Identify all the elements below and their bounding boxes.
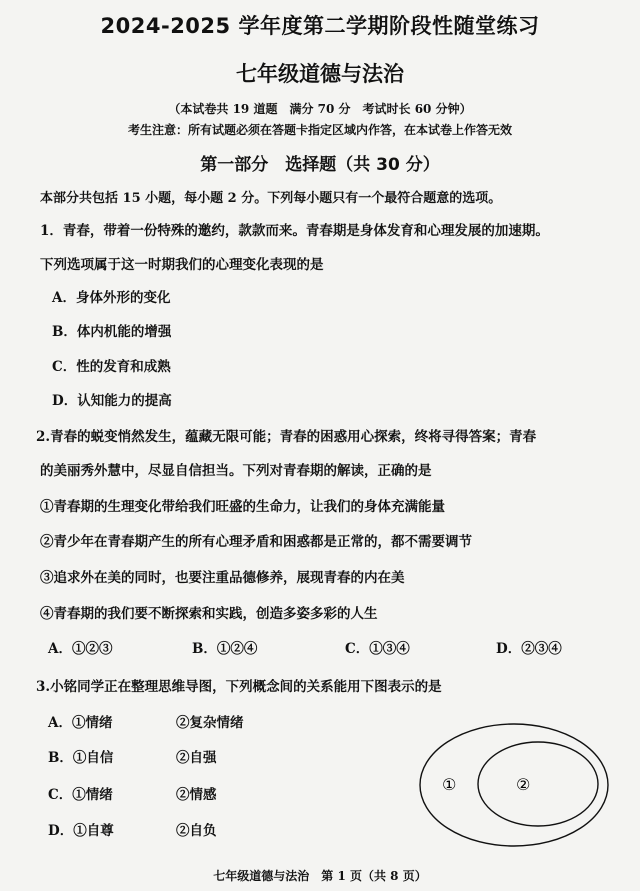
q3-option-b-first: B．①自信 bbox=[48, 750, 114, 766]
q2-statement-4: ④青春期的我们要不断探索和实践，创造多姿多彩的人生 bbox=[40, 606, 378, 622]
venn-inner-ellipse bbox=[478, 742, 598, 826]
q1-option-c: C．性的发育和成熟 bbox=[52, 359, 171, 375]
q3-option-a-first: A．①情绪 bbox=[48, 715, 113, 731]
q3-stem: 3.小铭同学正在整理思维导图，下列概念间的关系能用下图表示的是 bbox=[36, 679, 442, 695]
exam-notice: 考生注意：所有试题必须在答题卡指定区域内作答，在本试卷上作答无效 bbox=[127, 123, 512, 137]
q1-option-d: D．认知能力的提高 bbox=[52, 393, 172, 409]
page-footer: 七年级道德与法治 第 1 页（共 8 页） bbox=[213, 869, 427, 883]
section-title: 第一部分 选择题（共 30 分） bbox=[200, 155, 440, 175]
q3-option-c-second: ②情感 bbox=[176, 787, 217, 803]
q2-stem-line-1: 2.青春的蜕变悄然发生，蕴藏无限可能；青春的困惑用心探索，终将寻得答案；青春 bbox=[36, 429, 537, 445]
q1-option-a: A．身体外形的变化 bbox=[52, 290, 171, 306]
q2-statement-2: ②青少年在青春期产生的所有心理矛盾和困惑都是正常的，都不需要调节 bbox=[40, 534, 472, 550]
q2-option-d: D．②③④ bbox=[496, 641, 562, 657]
venn-inner-label: ② bbox=[516, 775, 531, 794]
venn-outer-label: ① bbox=[442, 775, 457, 794]
subject-title: 七年级道德与法治 bbox=[236, 62, 404, 86]
q1-option-b: B．体内机能的增强 bbox=[52, 324, 172, 340]
section-intro: 本部分共包括 15 小题，每小题 2 分。下列每小题只有一个最符合题意的选项。 bbox=[40, 191, 502, 206]
q2-option-a: A．①②③ bbox=[48, 641, 113, 657]
q2-option-b: B．①②④ bbox=[192, 641, 258, 657]
q3-option-a-second: ②复杂情绪 bbox=[176, 715, 244, 731]
q2-stem-line-2: 的美丽秀外慧中，尽显自信担当。下列对青春期的解读，正确的是 bbox=[40, 463, 432, 479]
q1-stem-line-1: 1．青春，带着一份特殊的邀约，款款而来。青春期是身体发育和心理发展的加速期。 bbox=[40, 223, 549, 239]
q2-statement-1: ①青春期的生理变化带给我们旺盛的生命力，让我们的身体充满能量 bbox=[40, 499, 445, 515]
exam-title: 2024-2025 学年度第二学期阶段性随堂练习 bbox=[100, 14, 540, 38]
q2-statement-3: ③追求外在美的同时，也要注重品德修养，展现青春的内在美 bbox=[40, 570, 405, 586]
q3-option-c-first: C．①情绪 bbox=[48, 787, 113, 803]
q1-stem-line-2: 下列选项属于这一时期我们的心理变化表现的是 bbox=[40, 257, 324, 273]
q3-option-d-second: ②自负 bbox=[176, 823, 217, 839]
q2-option-c: C．①③④ bbox=[345, 641, 410, 657]
venn-diagram bbox=[418, 722, 610, 848]
exam-meta: （本试卷共 19 道题 满分 70 分 考试时长 60 分钟） bbox=[168, 102, 472, 116]
q3-option-b-second: ②自强 bbox=[176, 750, 217, 766]
q3-option-d-first: D．①自尊 bbox=[48, 823, 114, 839]
